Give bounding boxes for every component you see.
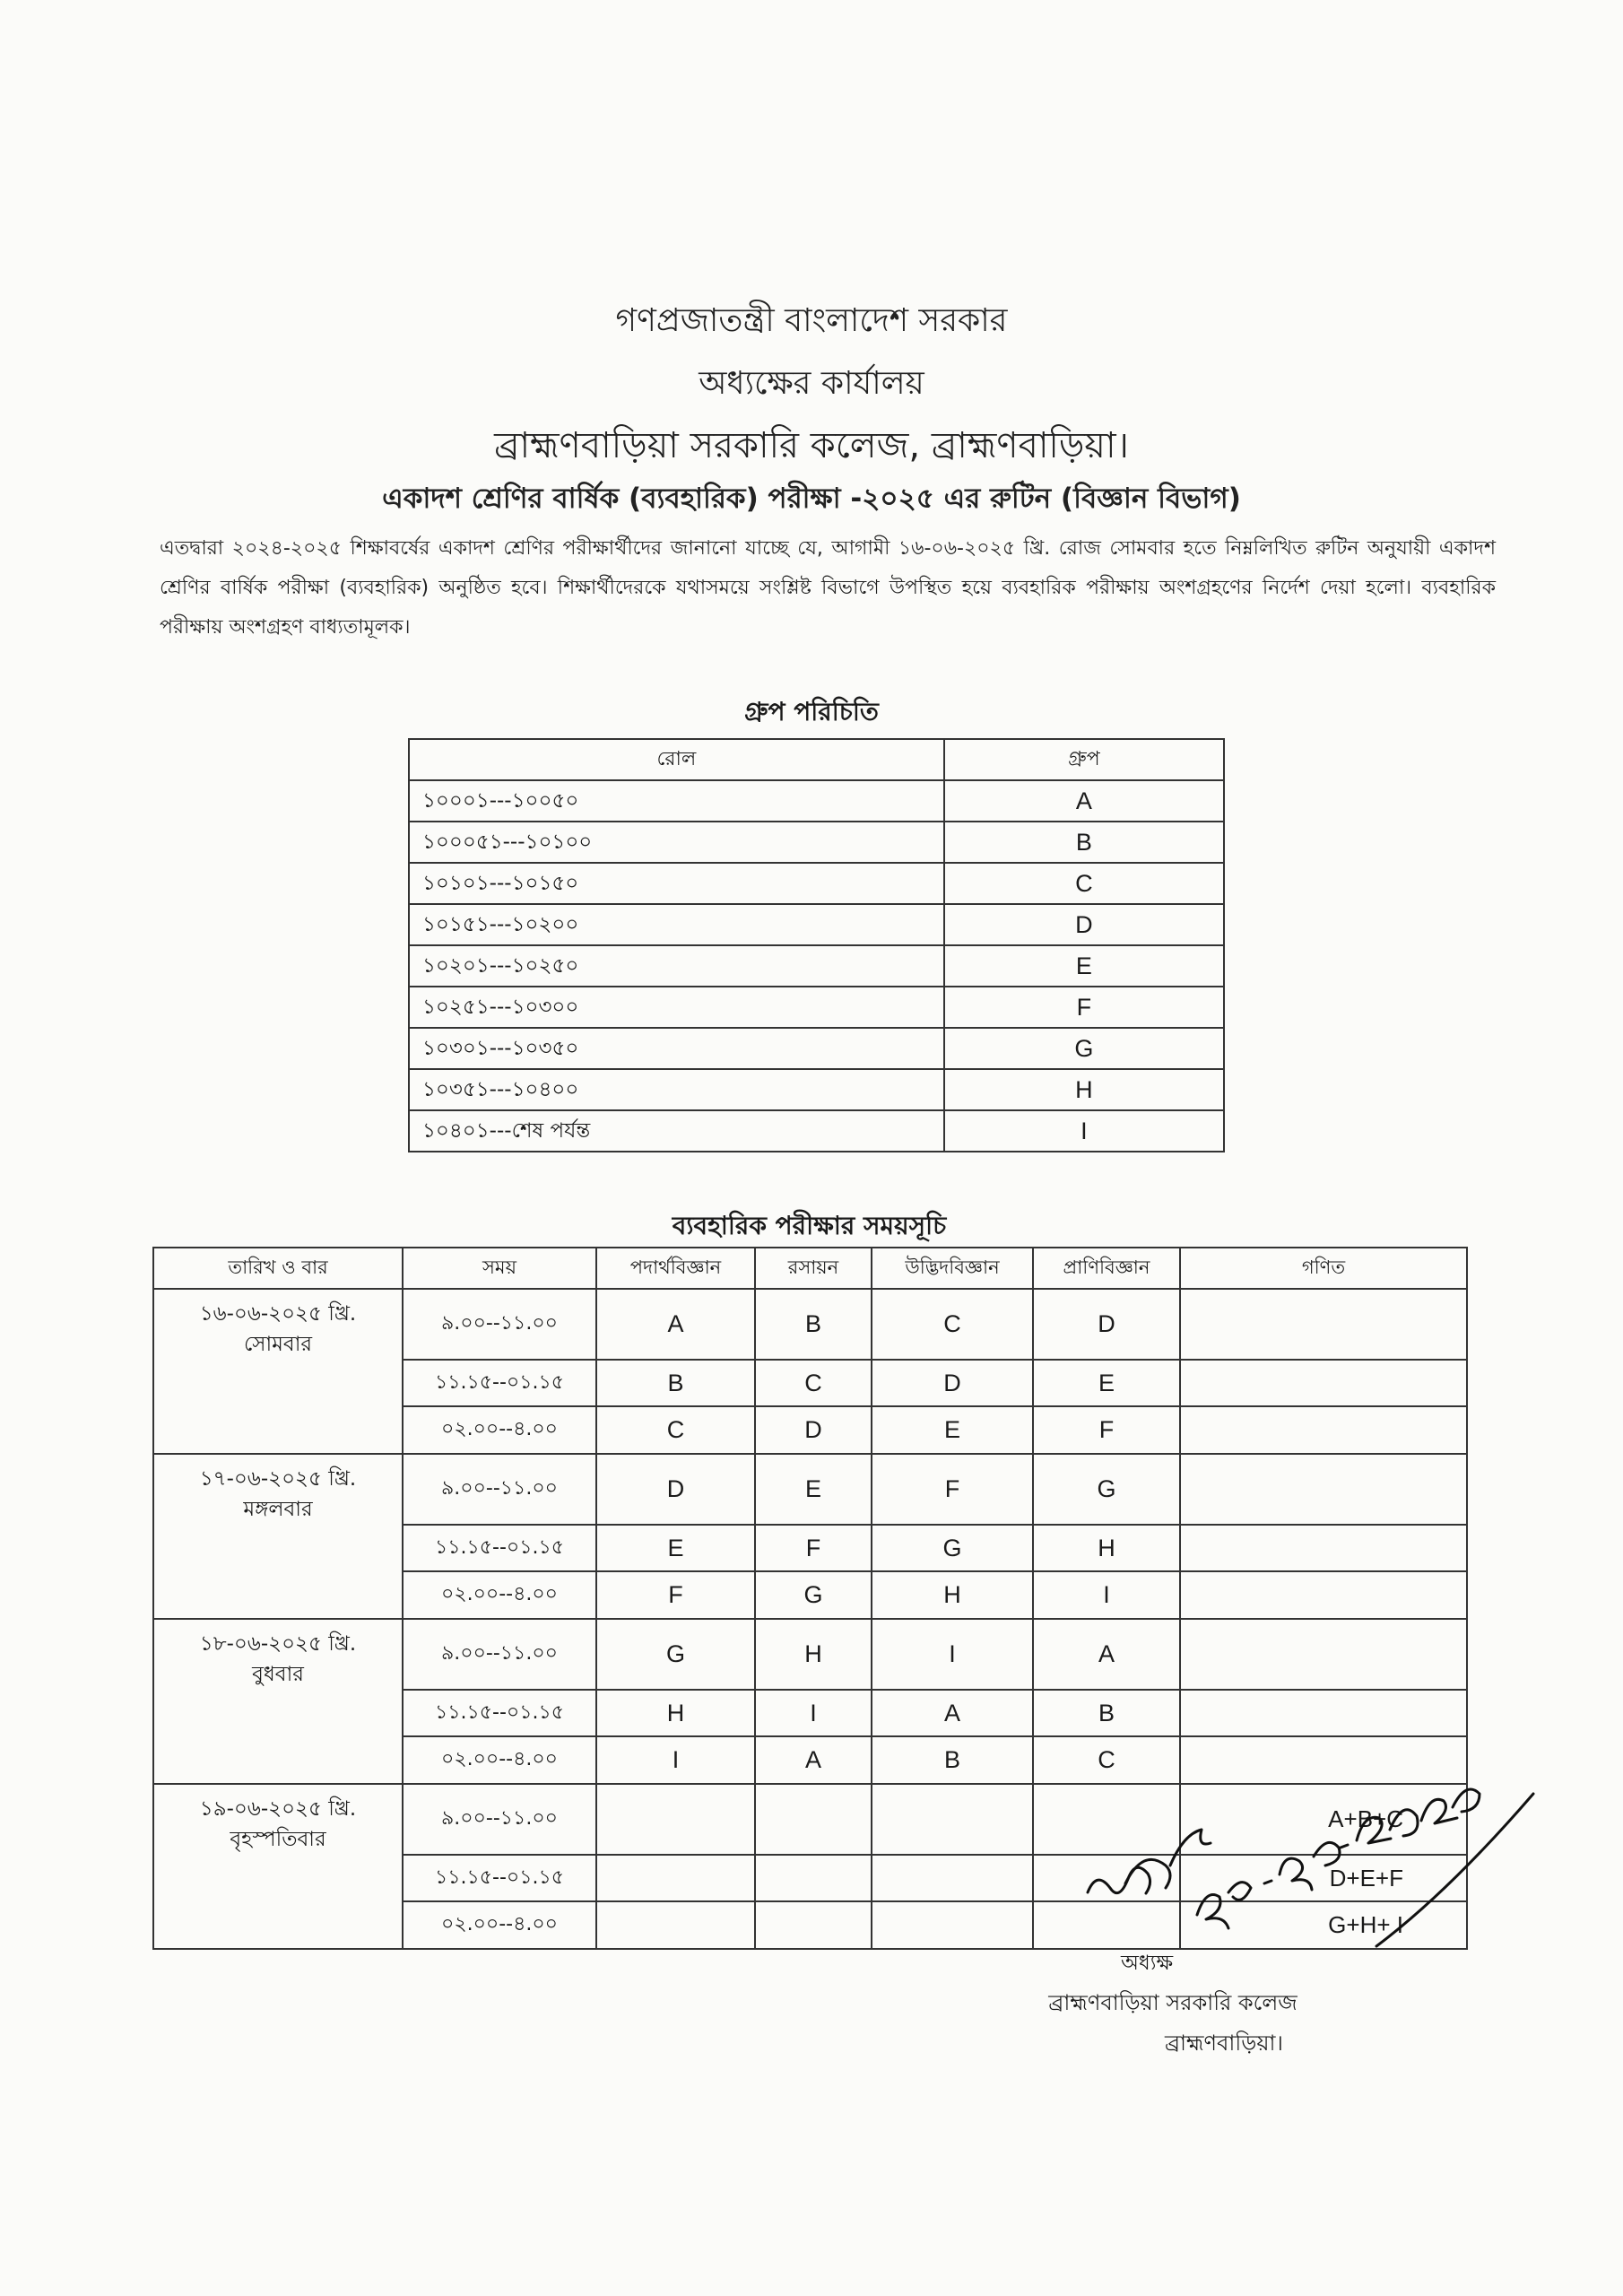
roll-header: রোল xyxy=(409,739,944,780)
signatory-title: অধ্যক্ষ xyxy=(1121,1952,1174,1975)
schedule-column-header: সময় xyxy=(403,1248,596,1289)
botany-group: A xyxy=(872,1690,1033,1736)
group-row xyxy=(409,1028,1224,1069)
physics-group xyxy=(596,1855,755,1901)
math-group xyxy=(1180,1406,1467,1454)
schedule-row xyxy=(153,1571,1467,1619)
physics-group: H xyxy=(596,1690,755,1736)
chemistry-group: B xyxy=(755,1289,872,1360)
chemistry-group: G xyxy=(755,1571,872,1619)
schedule-table-header xyxy=(153,1248,1467,1289)
botany-group: C xyxy=(872,1289,1033,1360)
exam-weekday: বৃহস্পতিবার xyxy=(230,1828,326,1851)
group-letter: C xyxy=(944,863,1224,904)
time-slot: ১১.১৫--০১.১৫ xyxy=(403,1690,596,1736)
zoology-group: I xyxy=(1033,1571,1180,1619)
group-header: গ্রুপ xyxy=(944,739,1224,780)
chemistry-group: H xyxy=(755,1619,872,1690)
date-cell xyxy=(153,1784,403,1855)
botany-group: G xyxy=(872,1525,1033,1571)
roll-range: ১০০০১---১০০৫০ xyxy=(409,780,944,822)
botany-group xyxy=(872,1784,1033,1855)
group-row xyxy=(409,1069,1224,1110)
signatory-place: ব্রাহ্মণবাড়িয়া। xyxy=(1164,2031,1284,2056)
schedule-column-header: পদার্থবিজ্ঞান xyxy=(596,1248,755,1289)
zoology-group: C xyxy=(1033,1736,1180,1784)
exam-weekday: বুধবার xyxy=(252,1663,304,1686)
time-slot: ১১.১৫--০১.১৫ xyxy=(403,1360,596,1406)
zoology-group: H xyxy=(1033,1525,1180,1571)
botany-group: B xyxy=(872,1736,1033,1784)
math-group: G+H+ I xyxy=(1180,1901,1467,1949)
date-cell xyxy=(153,1736,403,1784)
date-cell xyxy=(153,1619,403,1690)
time-slot: ০২.০০--৪.০০ xyxy=(403,1406,596,1454)
zoology-group: E xyxy=(1033,1360,1180,1406)
date-cell xyxy=(153,1525,403,1571)
botany-group: F xyxy=(872,1454,1033,1525)
roll-range: ১০২৫১---১০৩০০ xyxy=(409,987,944,1028)
exam-date: ১৮-০৬-২০২৫ খ্রি. xyxy=(199,1632,357,1656)
math-group xyxy=(1180,1525,1467,1571)
group-letter: H xyxy=(944,1069,1224,1110)
group-letter: D xyxy=(944,904,1224,945)
math-group xyxy=(1180,1571,1467,1619)
chemistry-group: D xyxy=(755,1406,872,1454)
schedule-column-header: গণিত xyxy=(1180,1248,1467,1289)
group-table-header xyxy=(409,739,1224,780)
exam-weekday: সোমবার xyxy=(243,1333,313,1356)
botany-group: E xyxy=(872,1406,1033,1454)
math-group xyxy=(1180,1360,1467,1406)
roll-range: ১০৪০১---শেষ পর্যন্ত xyxy=(409,1110,944,1152)
group-letter: A xyxy=(944,780,1224,822)
schedule-row xyxy=(153,1525,1467,1571)
group-letter: G xyxy=(944,1028,1224,1069)
schedule-column-header: উদ্ভিদবিজ্ঞান xyxy=(872,1248,1033,1289)
physics-group: D xyxy=(596,1454,755,1525)
physics-group xyxy=(596,1901,755,1949)
chemistry-group: I xyxy=(755,1690,872,1736)
exam-routine-title: একাদশ শ্রেণির বার্ষিক (ব্যবহারিক) পরীক্ষা -২০২৫ এর রুটিন (বিজ্ঞান বিভাগ) xyxy=(382,483,1241,515)
roll-range: ১০১৫১---১০২০০ xyxy=(409,904,944,945)
group-letter: I xyxy=(944,1110,1224,1152)
time-slot: ৯.০০--১১.০০ xyxy=(403,1289,596,1360)
group-row xyxy=(409,987,1224,1028)
physics-group xyxy=(596,1784,755,1855)
date-cell xyxy=(153,1360,403,1406)
group-table xyxy=(408,738,1225,1152)
chemistry-group xyxy=(755,1855,872,1901)
physics-group: C xyxy=(596,1406,755,1454)
date-cell xyxy=(153,1406,403,1454)
date-cell xyxy=(153,1690,403,1736)
time-slot: ০২.০০--৪.০০ xyxy=(403,1901,596,1949)
zoology-group: G xyxy=(1033,1454,1180,1525)
botany-group xyxy=(872,1901,1033,1949)
schedule-row xyxy=(153,1619,1467,1690)
schedule-column-header: তারিখ ও বার xyxy=(153,1248,403,1289)
math-group xyxy=(1180,1454,1467,1525)
math-group xyxy=(1180,1619,1467,1690)
schedule-column-header: প্রাণিবিজ্ঞান xyxy=(1033,1248,1180,1289)
time-slot: ৯.০০--১১.০০ xyxy=(403,1454,596,1525)
time-slot: ০২.০০--৪.০০ xyxy=(403,1571,596,1619)
math-group xyxy=(1180,1690,1467,1736)
group-row xyxy=(409,904,1224,945)
group-letter: B xyxy=(944,822,1224,863)
schedule-row xyxy=(153,1690,1467,1736)
botany-group: H xyxy=(872,1571,1033,1619)
physics-group: I xyxy=(596,1736,755,1784)
group-row xyxy=(409,945,1224,987)
schedule-row xyxy=(153,1406,1467,1454)
botany-group xyxy=(872,1855,1033,1901)
physics-group: B xyxy=(596,1360,755,1406)
schedule-column-header: রসায়ন xyxy=(755,1248,872,1289)
date-cell xyxy=(153,1901,403,1949)
roll-range: ১০৩৫১---১০৪০০ xyxy=(409,1069,944,1110)
govt-title: গণপ্রজাতন্ত্রী বাংলাদেশ সরকার xyxy=(615,302,1008,339)
date-cell xyxy=(153,1571,403,1619)
zoology-group: A xyxy=(1033,1619,1180,1690)
group-section-title: গ্রুপ পরিচিতি xyxy=(744,697,879,726)
zoology-group: F xyxy=(1033,1406,1180,1454)
group-letter: E xyxy=(944,945,1224,987)
roll-range: ১০২০১---১০২৫০ xyxy=(409,945,944,987)
chemistry-group: E xyxy=(755,1454,872,1525)
group-row xyxy=(409,780,1224,822)
notice-paragraph: এতদ্বারা ২০২৪-২০২৫ শিক্ষাবর্ষের একাদশ শ্রেণির পরীক্ষার্থীদের জানানো যাচ্ছে যে, আগামী ১৬-০৬-২০২৫ খ্রি. রোজ সোমবার হতে নিম্নলিখিত রুটিন অনুযায়ী একাদশ শ্রেণির বার্ষিক পরীক্ষা (ব্যবহারিক) অনুষ্ঠিত হবে। শিক্ষার্থীদেরকে যথাসময়ে সংশ্লিষ্ট বিভাগে উপস্থিত হয়ে ব্যবহারিক পরীক্ষায় অংশগ্রহণের নির্দেশ দেয়া হলো। ব্যবহারিক পরীক্ষায় অংশগ্রহণ বাধ্যতামূলক। xyxy=(160,537,1496,639)
physics-group: E xyxy=(596,1525,755,1571)
time-slot: ১১.১৫--০১.১৫ xyxy=(403,1525,596,1571)
schedule-row xyxy=(153,1360,1467,1406)
time-slot: ৯.০০--১১.০০ xyxy=(403,1619,596,1690)
exam-date: ১৬-০৬-২০২৫ খ্রি. xyxy=(199,1302,357,1326)
botany-group: D xyxy=(872,1360,1033,1406)
date-cell xyxy=(153,1454,403,1525)
time-slot: ৯.০০--১১.০০ xyxy=(403,1784,596,1855)
physics-group: G xyxy=(596,1619,755,1690)
physics-group: A xyxy=(596,1289,755,1360)
time-slot: ১১.১৫--০১.১৫ xyxy=(403,1855,596,1901)
group-letter: F xyxy=(944,987,1224,1028)
chemistry-group xyxy=(755,1784,872,1855)
schedule-section-title: ব্যবহারিক পরীক্ষার সময়সূচি xyxy=(672,1211,947,1240)
signatory-institution: ব্রাহ্মণবাড়িয়া সরকারি কলেজ xyxy=(1048,1990,1298,2015)
roll-range: ১০৩০১---১০৩৫০ xyxy=(409,1028,944,1069)
math-group: D+E+F xyxy=(1180,1855,1467,1901)
math-group xyxy=(1180,1289,1467,1360)
roll-range: ১০১০১---১০১৫০ xyxy=(409,863,944,904)
group-row xyxy=(409,863,1224,904)
date-cell xyxy=(153,1289,403,1360)
schedule-row xyxy=(153,1454,1467,1525)
date-cell xyxy=(153,1855,403,1901)
group-row xyxy=(409,822,1224,863)
chemistry-group: F xyxy=(755,1525,872,1571)
group-row xyxy=(409,1110,1224,1152)
exam-date: ১৯-০৬-২০২৫ খ্রি. xyxy=(199,1797,357,1821)
chemistry-group xyxy=(755,1901,872,1949)
exam-weekday: মঙ্গলবার xyxy=(243,1498,313,1521)
schedule-row xyxy=(153,1289,1467,1360)
exam-date: ১৭-০৬-২০২৫ খ্রি. xyxy=(199,1467,357,1491)
roll-range: ১০০০৫১---১০১০০ xyxy=(409,822,944,863)
physics-group: F xyxy=(596,1571,755,1619)
office-title: অধ্যক্ষের কার্যালয় xyxy=(699,365,924,402)
math-group: A+B+C xyxy=(1180,1784,1467,1855)
zoology-group: B xyxy=(1033,1690,1180,1736)
zoology-group: D xyxy=(1033,1289,1180,1360)
botany-group: I xyxy=(872,1619,1033,1690)
time-slot: ০২.০০--৪.০০ xyxy=(403,1736,596,1784)
college-title: ব্রাহ্মণবাড়িয়া সরকারি কলেজ, ব্রাহ্মণবাড়িয়া। xyxy=(494,425,1129,466)
chemistry-group: C xyxy=(755,1360,872,1406)
chemistry-group: A xyxy=(755,1736,872,1784)
